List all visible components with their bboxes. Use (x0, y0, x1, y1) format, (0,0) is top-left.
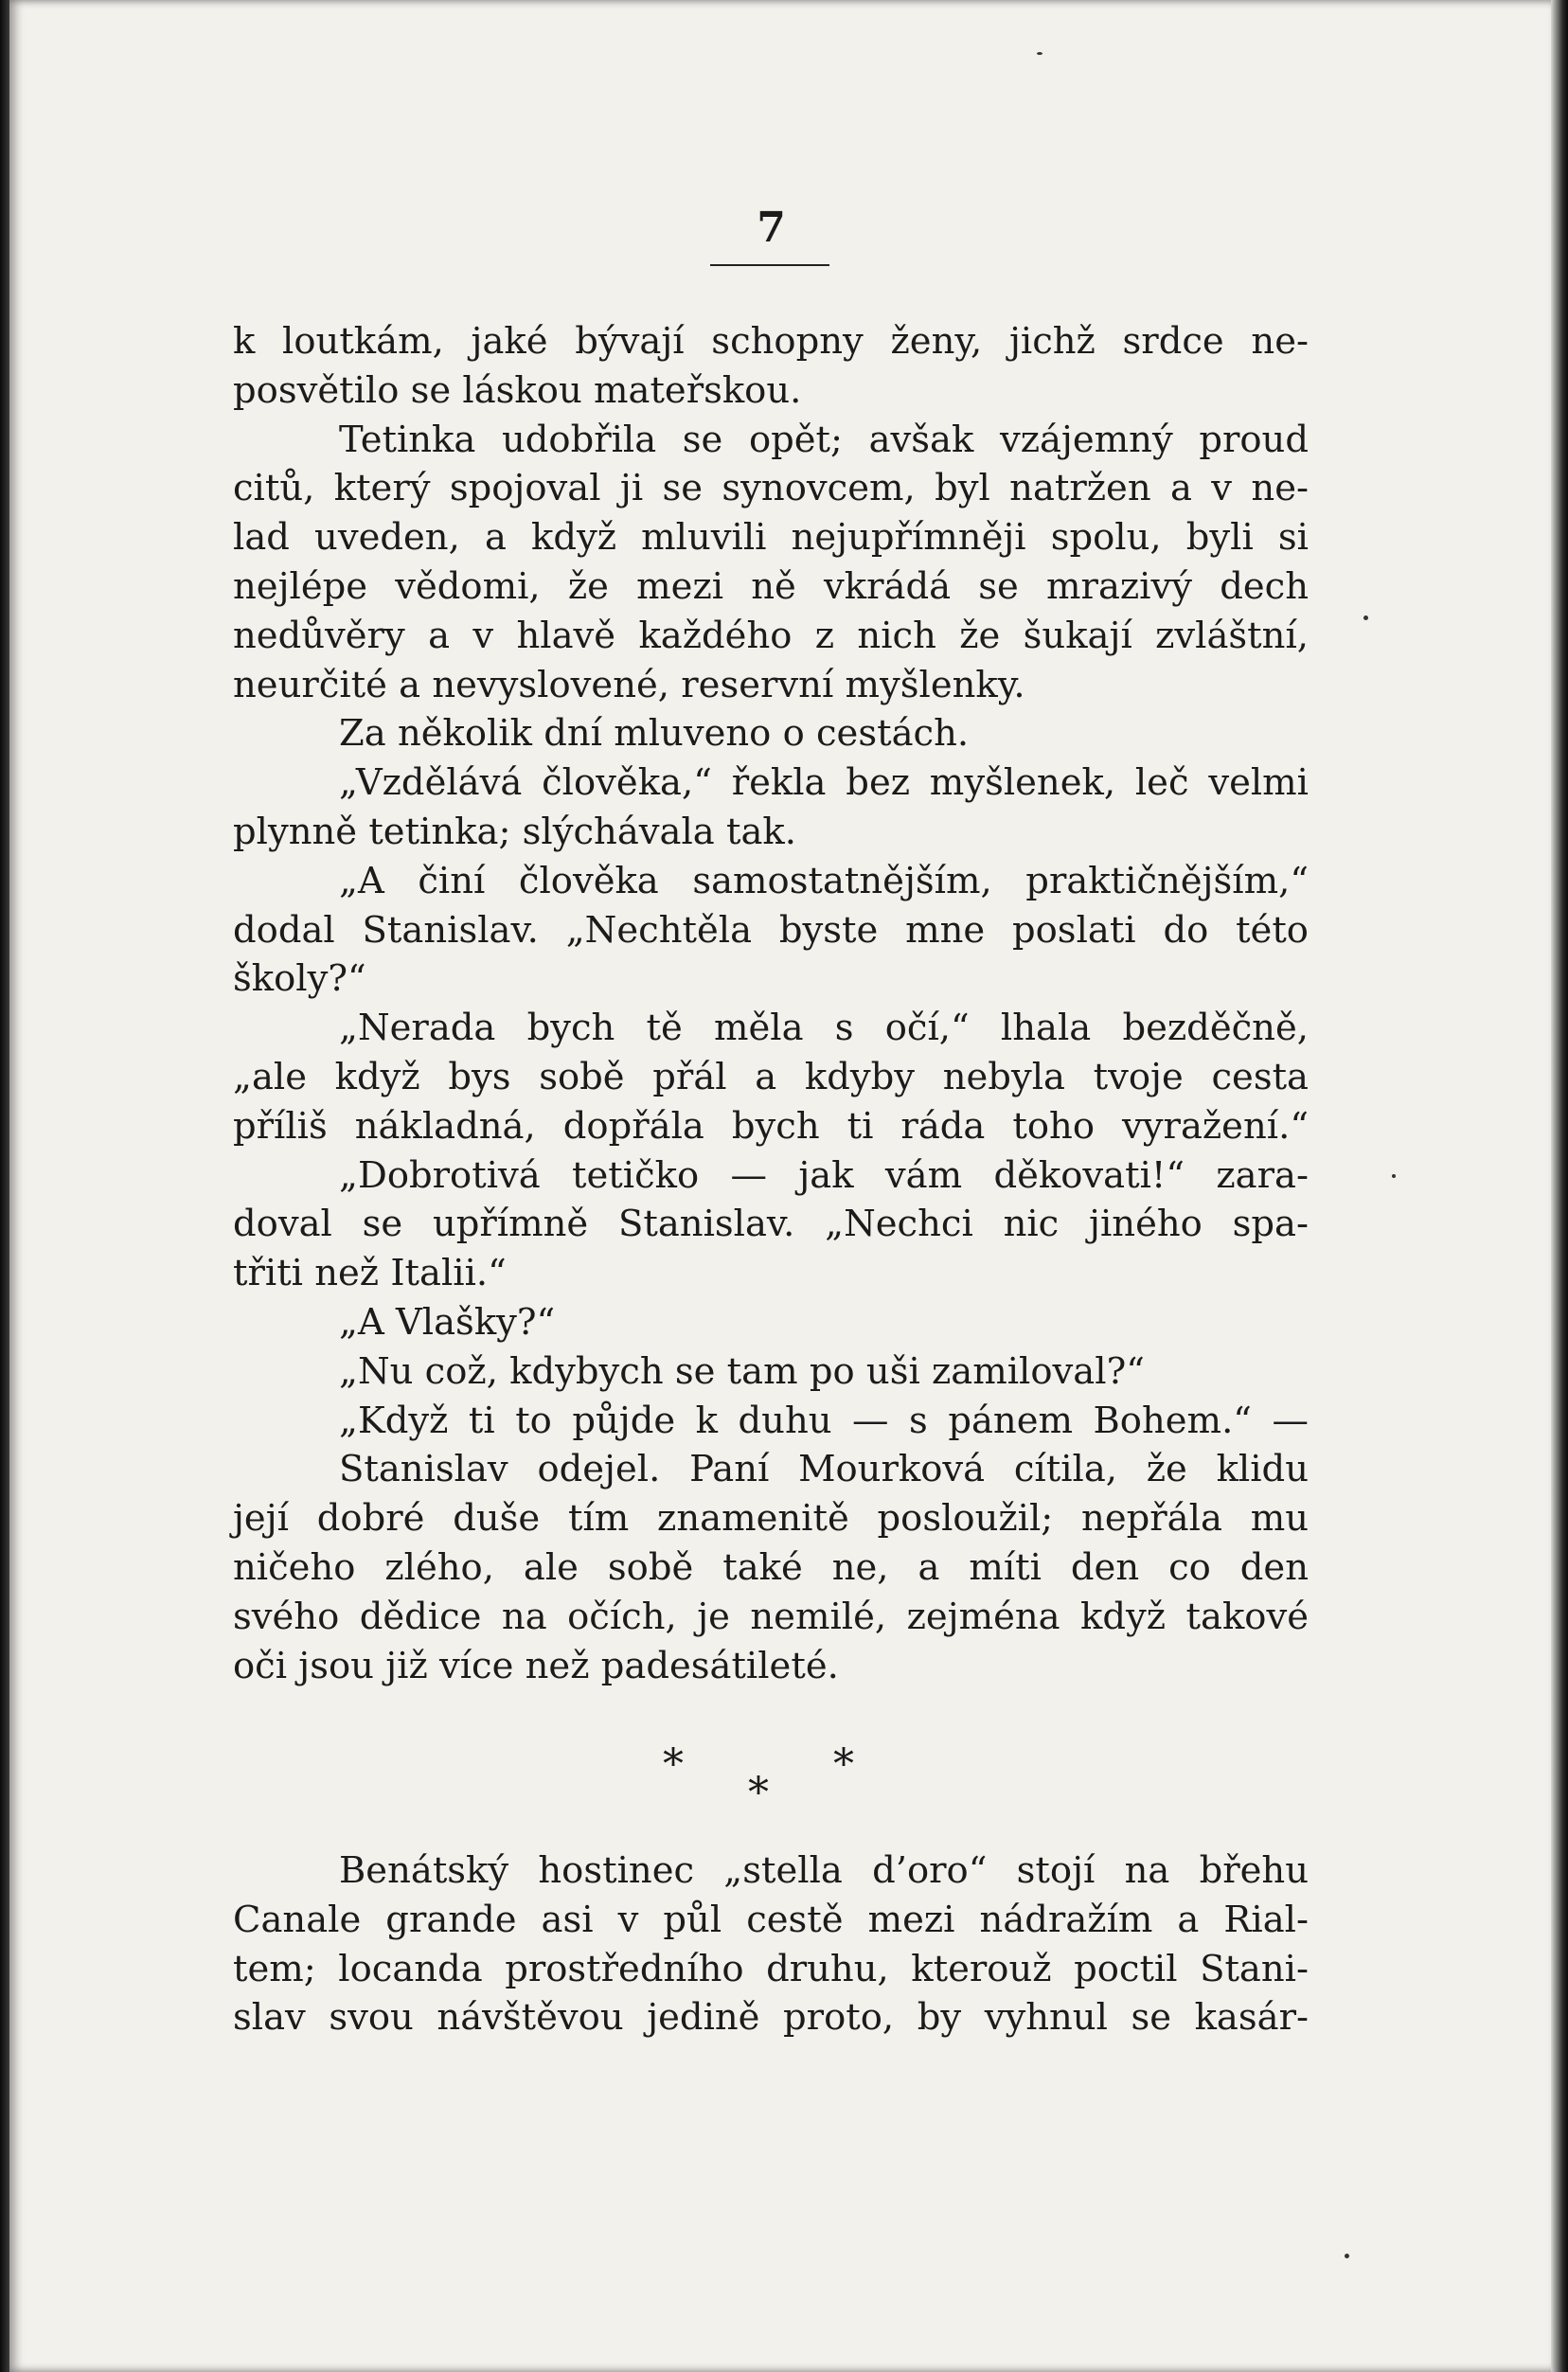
paper-speck (1037, 52, 1042, 55)
text-line: neurčité a nevyslovené, reservní myšlenky. (233, 663, 1025, 706)
page-number: 7 (757, 204, 787, 252)
text-line: „A Vlašky?“ (339, 1300, 556, 1344)
text-line: slav svou návštěvou jedině proto, by vyhnul se kasár- (233, 1996, 1309, 2040)
text-line: školy?“ (233, 957, 366, 1001)
text-line: Benátský hostinec „stella d’oro“ stojí na břehu (339, 1849, 1309, 1892)
text-line: „Když ti to půjde k duhu — s pánem Bohem.“ — (339, 1399, 1309, 1442)
body-text-bottom (233, 1846, 1309, 2042)
text-line: Canale grande asi v půl cestě mezi nádražím a Rial- (233, 1898, 1309, 1941)
asterisk: * (833, 1740, 854, 1789)
book-page (9, 0, 1559, 2372)
section-break-asterism (653, 1740, 881, 1826)
text-line: příliš nákladná, dopřála bych ti ráda toho vyražení.“ (233, 1104, 1309, 1148)
text-line: oči jsou již více než padesátileté. (233, 1644, 839, 1687)
text-line: Tetinka udobřila se opět; avšak vzájemný proud (339, 418, 1309, 461)
paper-speck (1363, 615, 1368, 620)
book-gutter-left (0, 0, 9, 2372)
text-line: „A činí člověka samostatnějším, praktičnějším,“ (339, 859, 1309, 902)
text-line: její dobré duše tím znamenitě posloužil; nepřála mu (233, 1497, 1309, 1541)
text-line: doval se upřímně Stanislav. „Nechci nic jiného spa- (233, 1203, 1309, 1246)
text-line: „Vzdělává člověka,“ řekla bez myšlenek, leč velmi (339, 761, 1309, 805)
text-line: nedůvěry a v hlavě každého z nich že šukají zvláštní, (233, 614, 1309, 657)
text-line: „Nerada bych tě měla s očí,“ lhala bezděčně, (339, 1007, 1309, 1050)
paper-speck (1392, 1174, 1396, 1178)
text-line: citů, který spojoval ji se synovcem, byl natržen a v ne- (233, 467, 1309, 510)
text-line: posvětilo se láskou mateřskou. (233, 368, 802, 412)
asterisk: * (748, 1769, 769, 1817)
text-line: „Nu což, kdybych se tam po uši zamiloval?“ (339, 1349, 1145, 1393)
text-line: třiti než Italii.“ (233, 1252, 507, 1295)
text-line: plynně tetinka; slýchávala tak. (233, 810, 796, 853)
page-number-rule (710, 264, 829, 266)
text-line: tem; locanda prostředního druhu, kterouž poctil Stani- (233, 1947, 1309, 1990)
text-line: svého dědice na očích, je nemilé, zejména když takové (233, 1595, 1309, 1638)
text-line: „ale když bys sobě přál a kdyby nebyla tvoje cesta (233, 1055, 1309, 1098)
text-line: nejlépe vědomi, že mezi ně vkrádá se mrazivý dech (233, 564, 1309, 608)
book-edge-right (1551, 0, 1568, 2372)
text-line: k loutkám, jaké bývají schopny ženy, jichž srdce ne- (233, 320, 1309, 363)
text-line: ničeho zlého, ale sobě také ne, a míti den co den (233, 1545, 1309, 1589)
paper-speck (1345, 2254, 1349, 2258)
text-line: Za několik dní mluveno o cestách. (339, 712, 970, 756)
asterisk: * (663, 1740, 684, 1789)
text-line: dodal Stanislav. „Nechtěla byste mne poslati do této (233, 908, 1309, 952)
text-line: lad uveden, a když mluvili nejupřímněji spolu, byli si (233, 516, 1309, 560)
text-line: „Dobrotivá tetičko — jak vám děkovati!“ zara- (339, 1153, 1309, 1197)
text-line: Stanislav odejel. Paní Mourková cítila, že klidu (339, 1448, 1309, 1491)
body-text-top (233, 317, 1309, 1690)
